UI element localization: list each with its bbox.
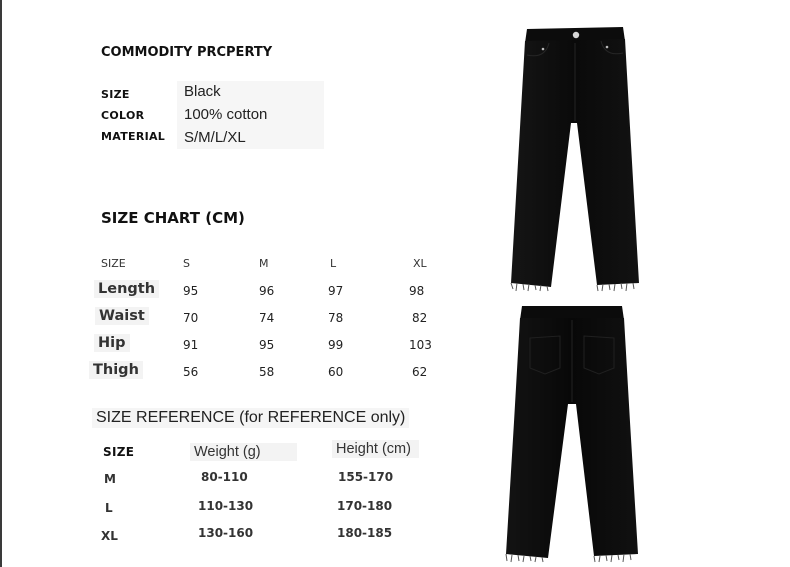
size-chart-title: SIZE CHART (CM) [101, 209, 245, 227]
size-chart-header-m: M [259, 257, 269, 270]
size-reference-height: 180-185 [337, 526, 393, 540]
size-chart-header-size: SIZE [101, 257, 126, 270]
size-chart-cell: 103 [409, 338, 432, 352]
size-reference-title: SIZE REFERENCE (for REFERENCE only) [92, 408, 409, 428]
size-reference-height: 155-170 [338, 470, 394, 484]
left-border [0, 0, 2, 567]
jeans-back-image [498, 302, 648, 564]
size-reference-header-size: SIZE [103, 445, 135, 459]
size-chart-cell: 95 [259, 338, 275, 352]
size-chart-header-xl: XL [413, 257, 427, 270]
size-chart-cell: 62 [412, 365, 428, 379]
size-chart-row-label: Length [94, 280, 159, 298]
size-chart-cell: 82 [412, 311, 428, 325]
size-reference-size: XL [101, 529, 118, 543]
size-chart-header-l: L [330, 257, 337, 270]
commodity-value-size: Black [184, 83, 221, 100]
size-chart-header-s: S [183, 257, 190, 270]
size-reference-weight: 80-110 [201, 470, 248, 484]
size-chart-row-label: Thigh [89, 361, 143, 379]
size-chart-row-label: Waist [95, 307, 149, 325]
size-chart-cell: 97 [328, 284, 344, 298]
size-reference-size: M [104, 472, 116, 486]
size-chart-cell: 56 [183, 365, 199, 379]
size-reference-header-weight: Weight (g) [190, 443, 297, 461]
size-reference-weight: 110-130 [198, 499, 254, 513]
commodity-label-size: SIZE [101, 88, 130, 101]
commodity-value-material: S/M/L/XL [184, 129, 246, 146]
size-chart-cell: 95 [183, 284, 199, 298]
size-reference-size: L [105, 501, 113, 515]
size-reference-weight: 130-160 [198, 526, 254, 540]
commodity-label-color: COLOR [101, 109, 145, 122]
commodity-value-color: 100% cotton [184, 106, 268, 123]
size-reference-header-height: Height (cm) [332, 440, 419, 458]
size-chart-cell: 98 [409, 284, 425, 298]
size-chart-cell: 60 [328, 365, 344, 379]
size-reference-height: 170-180 [337, 499, 393, 513]
size-chart-cell: 96 [259, 284, 275, 298]
jeans-front-image [505, 25, 645, 293]
size-chart-cell: 70 [183, 311, 199, 325]
size-chart-row-label: Hip [94, 334, 130, 352]
size-chart-cell: 74 [259, 311, 275, 325]
size-chart-cell: 58 [259, 365, 275, 379]
commodity-title: COMMODITY PRCPERTY [101, 45, 273, 60]
size-chart-cell: 91 [183, 338, 199, 352]
commodity-label-material: MATERIAL [101, 130, 166, 143]
size-chart-cell: 78 [328, 311, 344, 325]
size-chart-cell: 99 [328, 338, 344, 352]
